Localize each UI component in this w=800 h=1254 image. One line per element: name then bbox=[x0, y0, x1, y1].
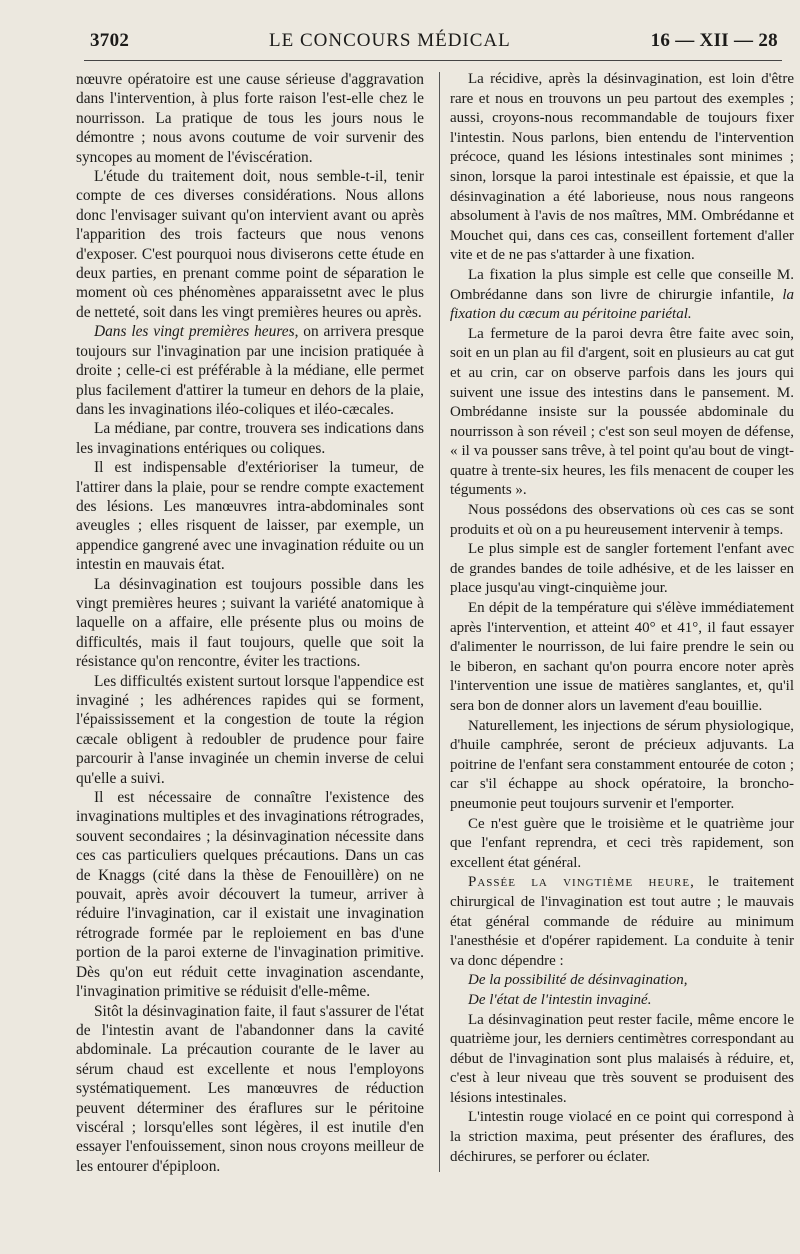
paragraph: La fermeture de la paroi devra être faite avec soin, soit en un plan au fil d'argent, soit en plusieurs au cat gut et au crin, car on observe parfois dans les jours qui suivent une issue des intestins dans le pansement. M. Ombrédanne insiste sur la poussée abdominale du nourrisson à son réveil ; c'est son seul moyen de défense, « il va pousser sans trêve, à tel point qu'au bout de vingt-quatre à trente-six heures, les fils menacent de couper les téguments ». bbox=[450, 325, 794, 499]
italic-phrase: la fixation du cæcum au péritoine pariétal. bbox=[450, 286, 795, 323]
left-column bbox=[76, 70, 424, 1176]
paragraph: Il est nécessaire de connaître l'existence des invaginations multiples et des invaginations rétrogrades, souvent secondaires ; la désinvagination nécessite dans ces cas particuliers quelques précautions. Dans un cas de Knaggs (cité dans la thèse de Fenouillère) on ne pouvait, après avoir découvert la tumeur, arriver à réduire l'invagination, car il existait une invagination rétrograde formée par le reploiement en bas d'une portion de la paroi externe de l'invagination primitive. Dès qu'on eut réduit cette invagination ascendante, l'invagination primitive se réduisit d'elle-même. bbox=[76, 789, 424, 1001]
paragraph: La désinvagination est toujours possible dans les vingt premières heures ; suivant la variété anatomique à laquelle on a affaire, elle présente plus ou moins de difficultés, mais il faut toujours, quelle que soit la résistance qu'on rencontre, éviter les tractions. bbox=[76, 575, 424, 671]
issue-date: 16 — XII — 28 bbox=[650, 30, 778, 51]
journal-title: LE CONCOURS MÉDICAL bbox=[269, 30, 511, 51]
page-header bbox=[90, 28, 778, 54]
paragraph: L'étude du traitement doit, nous semble-t-il, tenir compte de ces diverses considérations. Nous allons donc l'envisager suivant qu'on intervient avant ou après l'apparition des trois facteurs que nous venons d'exposer. C'est pourquoi nous diviserons cette étude en deux parties, en prenant comme point de séparation le moment où ces phénomènes apparaissetnt avec le plus de netteté, soit dans les vingt premières heures ou après. bbox=[76, 168, 424, 321]
paragraph bbox=[450, 873, 794, 971]
paragraph: La désinvagination peut rester facile, même encore le quatrième jour, les derniers centimètres correspondant au début de l'invagination sont plus malaisés à réduire, et, c'est à leur niveau que très souvent se produisent des lésions intestinales. bbox=[450, 1011, 794, 1106]
paragraph-text: La fixation la plus simple est celle que conseille M. Ombrédanne dans son livre de chirurgie infantile, bbox=[450, 266, 794, 303]
paragraph: Les difficultés existent surtout lorsque l'appendice est invaginé ; les adhérences rapides qui se forment, l'épaississement et la congestion de toute la région cæcale obligent à redoubler de prudence pour faire parcourir à l'anse invaginée un chemin inverse de celui qu'elle a suivi. bbox=[76, 672, 424, 787]
paragraph: En dépit de la température qui s'élève immédiatement après l'intervention, et atteint 40° et 41°, il faut essayer d'alimenter le nourrisson, de lui faire prendre le sein ou le biberon, en sachant qu'on pourra encore noter après l'intervention une issue de matières sanglantes, et, qu'il sera bon de donner alors un lavement d'eau bouillie. bbox=[450, 600, 794, 714]
paragraph: La récidive, après la désinvagination, est loin d'être rare et nous en trouvons un peu partout des exemples ; aussi, croyons-nous recommandable de toujours fixer l'intestin. Nous parlons, bien entendu de l'intervention précoce, quand les lésions intestinales sont minimes ; sinon, lorsque la paroi intestinale est épaissie, et que la désinvagination a été laborieuse, nous nous rangeons absolument à l'avis de nos maîtres, MM. Ombrédanne et Mouchet qui, dans ces cas, conseillent fortement d'aller vite et de ne pas s'attarder à une fixation. bbox=[450, 71, 794, 264]
paragraph bbox=[76, 322, 424, 419]
paragraph: Il est indispensable d'extérioriser la tumeur, de l'attirer dans la plaie, pour se rendre compte exactement des lésions. Les manœuvres intra-abdominales sont aveugles ; elles risquent de laisser, par exemple, un appendice gangrené avec une invagination réduite ou un intestin en mauvais état. bbox=[76, 459, 424, 574]
page-number: 3702 bbox=[90, 30, 130, 51]
paragraph-text: , on arrivera presque toujours sur l'invagination par une incision pratiquée à droite ; celle-ci est préférable à la médiane, elle permet plus facilement d'attirer la tumeur en dehors de la plaie, dans les invaginations iléo-coliques et iléo-cæcales. bbox=[76, 323, 424, 418]
right-column bbox=[450, 70, 794, 1167]
paragraph: Naturellement, les injections de sérum physiologique, d'huile camphrée, seront de précieux adjuvants. La poitrine de l'enfant sera constamment entourée de coton ; car s'il échappe au shock opératoire, la broncho-pneumonie peut toujours survenir et l'emporter. bbox=[450, 717, 794, 812]
header-rule bbox=[84, 60, 782, 61]
paragraph: Le plus simple est de sangler fortement l'enfant avec de grandes bandes de toile adhésive, et de les laisser en place jusqu'au vingt-cinquième jour. bbox=[450, 541, 794, 597]
paragraph: L'intestin rouge violacé en ce point qui correspond à la striction maxima, peut présenter des éraflures, des déchirures, se perforer ou éclater. bbox=[450, 1109, 794, 1165]
paragraph: nœuvre opératoire est une cause sérieuse d'aggravation dans l'intervention, à plus forte raison l'est-elle chez le nourrisson. La pratique de tous les jours nous le démontre ; nous avons coutume de voir survenir des syncopes au moment de l'éviscération. bbox=[76, 71, 424, 166]
paragraph: La médiane, par contre, trouvera ses indications dans les invaginations entériques ou coliques. bbox=[76, 420, 424, 457]
paragraph: Sitôt la désinvagination faite, il faut s'assurer de l'état de l'intestin avant de l'abandonner dans la cavité abdominale. La précaution courante de le laver au sérum chaud est excellente et nous l'employons systématiquement. Les manœuvres de réduction peuvent déterminer des éraflures sur le péritoine viscéral ; lorsqu'elles sont légères, il est inutile d'en essayer l'enfouissement, sinon nous croyons meilleur de les entourer d'épiploon. bbox=[76, 1002, 424, 1175]
paragraph: Ce n'est guère que le troisième et le quatrième jour que l'enfant reprendra, et ceci très rapidement, son excellent état général. bbox=[450, 815, 794, 871]
paragraph: Nous possédons des observations où ces cas se sont produits et où on a pu heureusement intervenir à temps. bbox=[450, 502, 794, 538]
italic-line: De l'état de l'intestin invaginé. bbox=[468, 991, 652, 1008]
paragraph bbox=[450, 266, 794, 325]
column-divider bbox=[439, 72, 440, 1172]
paragraph-text: , le traitement chirurgical de l'invagination est tout autre ; le mauvais état général commande de réduire au minimum l'anesthésie et d'opérer rapidement. La conduite à tenir va donc dépendre : bbox=[450, 874, 794, 969]
section-lead: Passée la vingtième heure bbox=[468, 874, 691, 891]
italic-phrase: Dans les vingt premières heures bbox=[94, 323, 295, 341]
italic-line: De la possibilité de désinvagination, bbox=[468, 972, 688, 989]
